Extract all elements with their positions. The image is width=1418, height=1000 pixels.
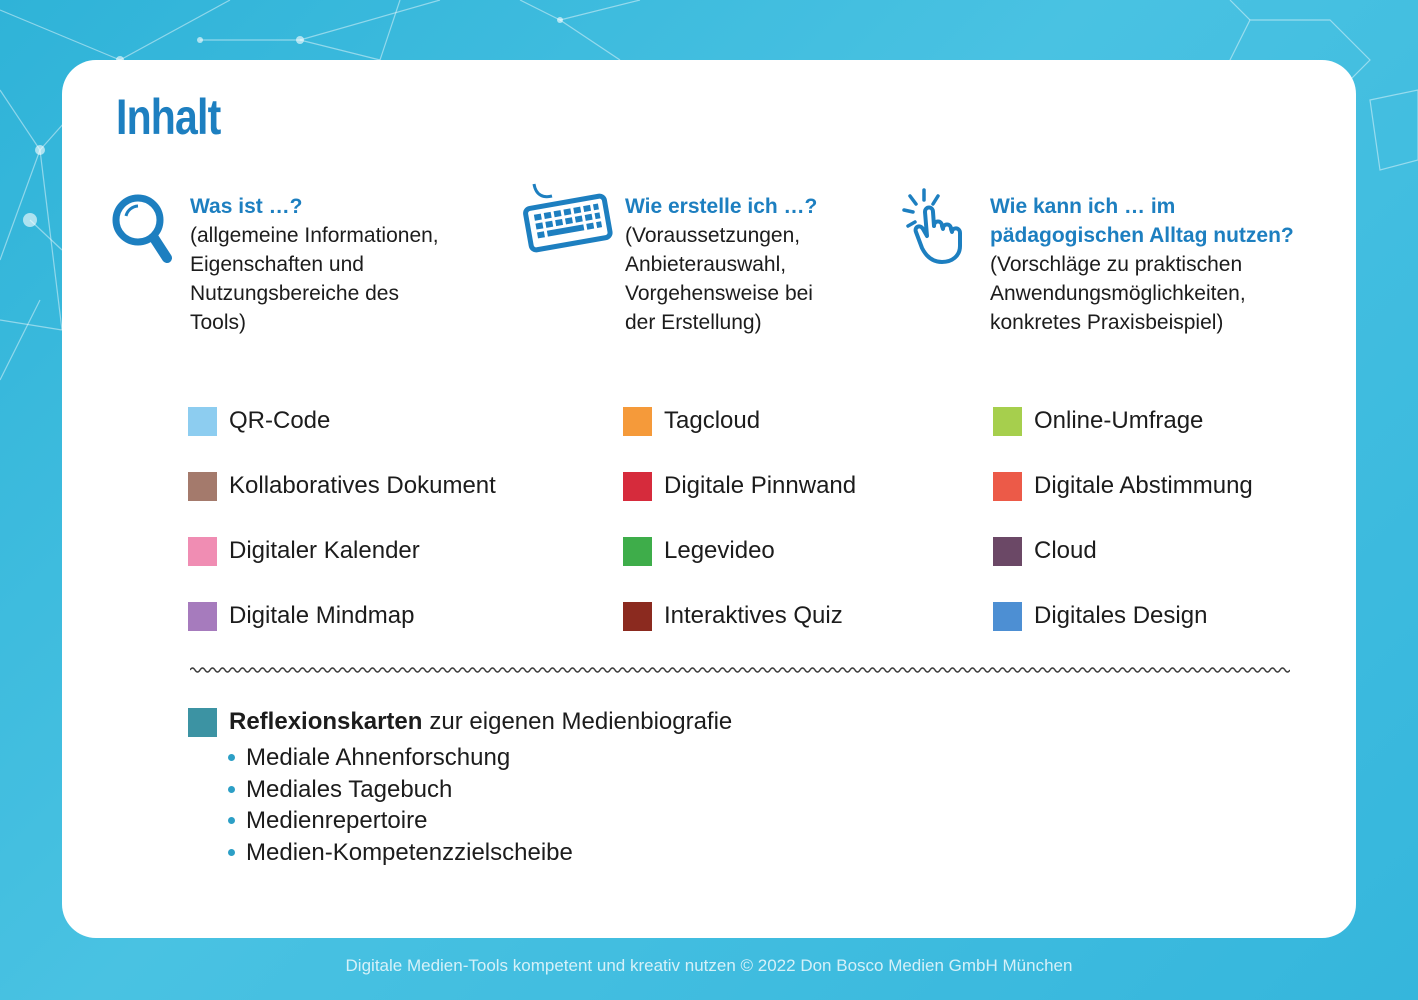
- topic-digitales-design: [993, 600, 1207, 632]
- topic-label: QR-Code: [229, 407, 331, 434]
- reflexion-bold-label: Reflexionskarten: [229, 708, 423, 735]
- color-swatch: [188, 407, 217, 436]
- topic-label: Digitale Mindmap: [229, 602, 415, 629]
- topic-interaktives-quiz: [623, 600, 843, 632]
- list-item-label: Mediales Tagebuch: [246, 775, 453, 803]
- list-item: [228, 742, 732, 774]
- list-item-label: Medienrepertoire: [246, 807, 428, 834]
- topic-label: Digitale Abstimmung: [1034, 472, 1253, 499]
- reflexion-rest-label: zur eigenen Medienbiografie: [429, 708, 733, 735]
- list-item-label: Mediale Ahnenforschung: [246, 744, 511, 771]
- topic-tagcloud: [623, 405, 760, 437]
- topic-label: Cloud: [1034, 537, 1097, 564]
- color-swatch: [188, 602, 217, 631]
- wavy-divider: [190, 664, 1290, 676]
- bullet-icon: [228, 817, 235, 824]
- footer-copyright: Digitale Medien-Tools kompetent und kreativ nutzen © 2022 Don Bosco Medien GmbH München: [345, 956, 1073, 975]
- bullet-icon: [228, 754, 235, 761]
- topic-digitale-abstimmung: [993, 470, 1253, 502]
- topic-label: Digitaler Kalender: [229, 537, 420, 564]
- content-card: [62, 60, 1356, 938]
- reflexion-section: [188, 706, 732, 868]
- list-item-label: Medien-Kompetenzzielscheibe: [246, 838, 573, 866]
- list-item: [228, 774, 732, 806]
- color-swatch: [188, 537, 217, 566]
- intro-description: (allgemeine Informationen, Eigenschaften und Nutzungsbereiche des Tools): [190, 224, 439, 334]
- topic-label: Interaktives Quiz: [664, 602, 843, 629]
- reflexion-heading: [188, 706, 732, 738]
- color-swatch: [623, 472, 652, 501]
- color-swatch: [623, 407, 652, 436]
- topic-label: Online-Umfrage: [1034, 407, 1204, 434]
- intro-description: (Voraussetzungen, Anbieterauswahl, Vorgehensweise bei der Erstellung): [625, 224, 813, 334]
- list-item: [228, 837, 732, 869]
- topic-qr-code: [188, 405, 330, 437]
- intro-heading: Wie kann ich … im pädagogischen Alltag nutzen?: [990, 195, 1294, 247]
- keyboard-icon: [522, 180, 614, 256]
- topic-label: Digitales Design: [1034, 602, 1208, 629]
- pointing-hand-icon: [896, 182, 982, 268]
- color-swatch: [993, 602, 1022, 631]
- color-swatch: [623, 537, 652, 566]
- intro-description: (Vorschläge zu praktischen Anwendungsmöglichkeiten, konkretes Praxisbeispiel): [990, 253, 1246, 334]
- magnifier-icon: [110, 192, 174, 272]
- topic-legevideo: [623, 535, 775, 567]
- intro-heading: Was ist …?: [190, 195, 303, 218]
- page-title: Inhalt: [116, 89, 221, 145]
- color-swatch: [188, 472, 217, 501]
- topic-online-umfrage: [993, 405, 1203, 437]
- reflexion-list: [228, 742, 732, 868]
- bullet-icon: [228, 849, 235, 856]
- topic-cloud: [993, 535, 1097, 567]
- topic-label: Legevideo: [664, 537, 775, 564]
- topic-digitaler-kalender: [188, 535, 420, 567]
- bullet-icon: [228, 786, 235, 793]
- color-swatch: [623, 602, 652, 631]
- topic-label: Tagcloud: [664, 407, 761, 434]
- topic-label: Kollaboratives Dokument: [229, 472, 496, 499]
- topic-digitale-mindmap: [188, 600, 414, 632]
- color-swatch: [188, 708, 217, 737]
- topic-label: Digitale Pinnwand: [664, 472, 857, 499]
- intro-heading: Wie erstelle ich …?: [625, 195, 818, 218]
- list-item: [228, 805, 732, 837]
- topic-kollaboratives-dokument: [188, 470, 496, 502]
- color-swatch: [993, 472, 1022, 501]
- topic-digitale-pinnwand: [623, 470, 856, 502]
- color-swatch: [993, 407, 1022, 436]
- color-swatch: [993, 537, 1022, 566]
